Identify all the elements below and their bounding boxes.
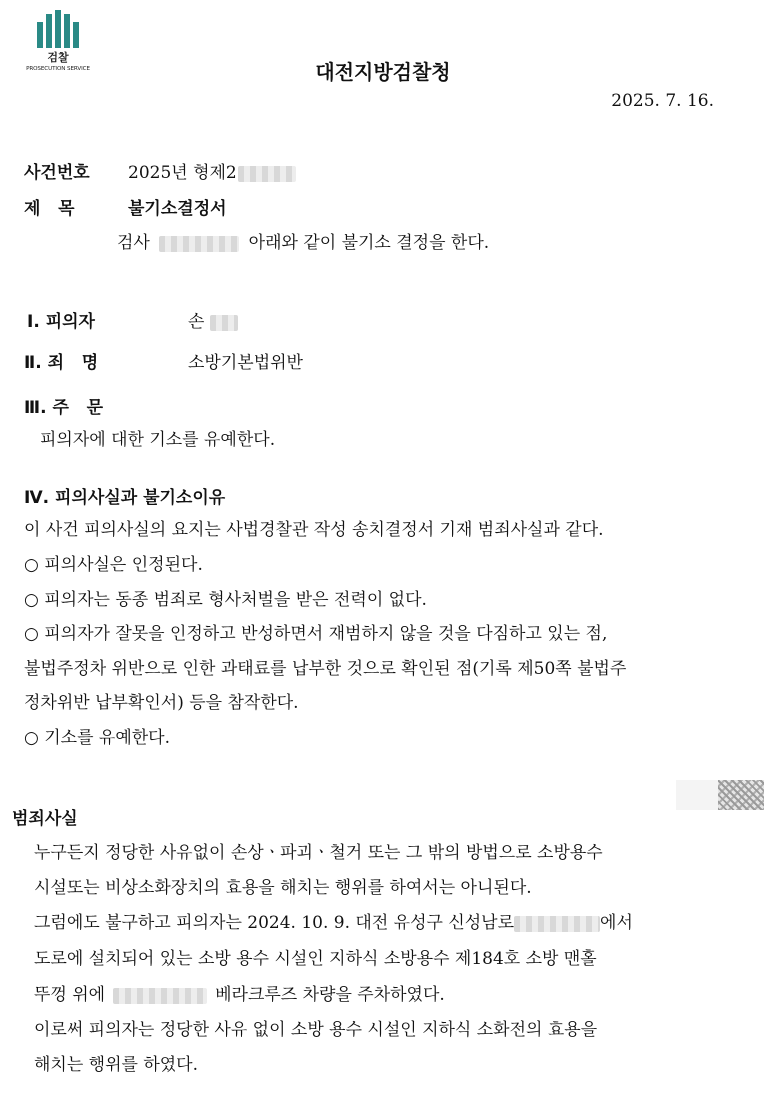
document-date: 2025. 7. 16. xyxy=(611,91,714,111)
title-label: 제 목 xyxy=(24,199,75,219)
case-number-value: 2025년 형제2 xyxy=(128,162,296,184)
crime-line: 누구든지 정당한 사유없이 손상ㆍ파괴ㆍ철거 또는 그 밖의 방법으로 소방용수 xyxy=(34,843,603,863)
redacted-block xyxy=(210,315,238,331)
facts-line: 이 사건 피의사실의 요지는 사법경찰관 작성 송치결정서 기재 범죄사실과 같다. xyxy=(24,520,604,540)
facts-line: 불법주정차 위반으로 인한 과태료를 납부한 것으로 확인된 점(기록 제50쪽 불법주 xyxy=(24,659,627,679)
case-number-label: 사건번호 xyxy=(24,163,90,183)
facts-line: ○ 기소를 유예한다. xyxy=(24,728,170,748)
crime-line: 시설또는 비상소화장치의 효용을 해치는 행위를 하여서는 아니된다. xyxy=(34,878,532,898)
suspect-label: Ⅰ. 피의자 xyxy=(27,312,95,332)
redacted-block xyxy=(159,236,239,252)
redacted-block xyxy=(514,916,600,932)
order-label: Ⅲ. 주 문 xyxy=(24,398,104,418)
logo-name: 검찰 xyxy=(47,51,69,64)
qr-code-icon xyxy=(718,780,764,810)
facts-line: ○ 피의자는 동종 범죄로 형사처벌을 받은 전력이 없다. xyxy=(24,590,427,610)
redacted-block xyxy=(238,166,296,182)
logo-subtitle: PROSECUTION SERVICE xyxy=(26,66,90,72)
crime-facts-heading: 범죄사실 xyxy=(12,809,78,829)
facts-line: 정차위반 납부확인서) 등을 참작한다. xyxy=(24,693,299,713)
crime-line: 도로에 설치되어 있는 소방 용수 시설인 지하식 소방용수 제184호 소방 맨홀 xyxy=(34,949,597,969)
title-value: 불기소결정서 xyxy=(128,199,227,219)
charge-label: Ⅱ. 죄 명 xyxy=(24,353,99,373)
crime-line: 그럼에도 불구하고 피의자는 2024. 10. 9. 대전 유성구 신성남로 에서 xyxy=(34,913,633,933)
decision-statement: 검사 아래와 같이 불기소 결정을 한다. xyxy=(117,233,490,253)
facts-line: ○ 피의사실은 인정된다. xyxy=(24,555,203,575)
organization-title: 대전지방검찰청 xyxy=(315,60,451,84)
crime-line: 이로써 피의자는 정당한 사유 없이 소방 용수 시설인 지하식 소화전의 효용을 xyxy=(34,1020,598,1040)
logo-emblem-icon xyxy=(37,10,79,48)
redacted-block xyxy=(113,988,207,1004)
crime-line: 해치는 행위를 하였다. xyxy=(34,1055,199,1075)
facts-label: Ⅳ. 피의사실과 불기소이유 xyxy=(24,488,226,508)
charge-value: 소방기본법위반 xyxy=(188,353,303,373)
crime-line: 뚜껑 위에 베라크루즈 차량을 주차하였다. xyxy=(34,985,445,1005)
order-text: 피의자에 대한 기소를 유예한다. xyxy=(40,430,276,450)
suspect-value: 손 xyxy=(188,311,238,333)
qr-code-margin xyxy=(676,780,718,810)
facts-line: ○ 피의자가 잘못을 인정하고 반성하면서 재범하지 않을 것을 다짐하고 있는 점, xyxy=(24,624,608,644)
